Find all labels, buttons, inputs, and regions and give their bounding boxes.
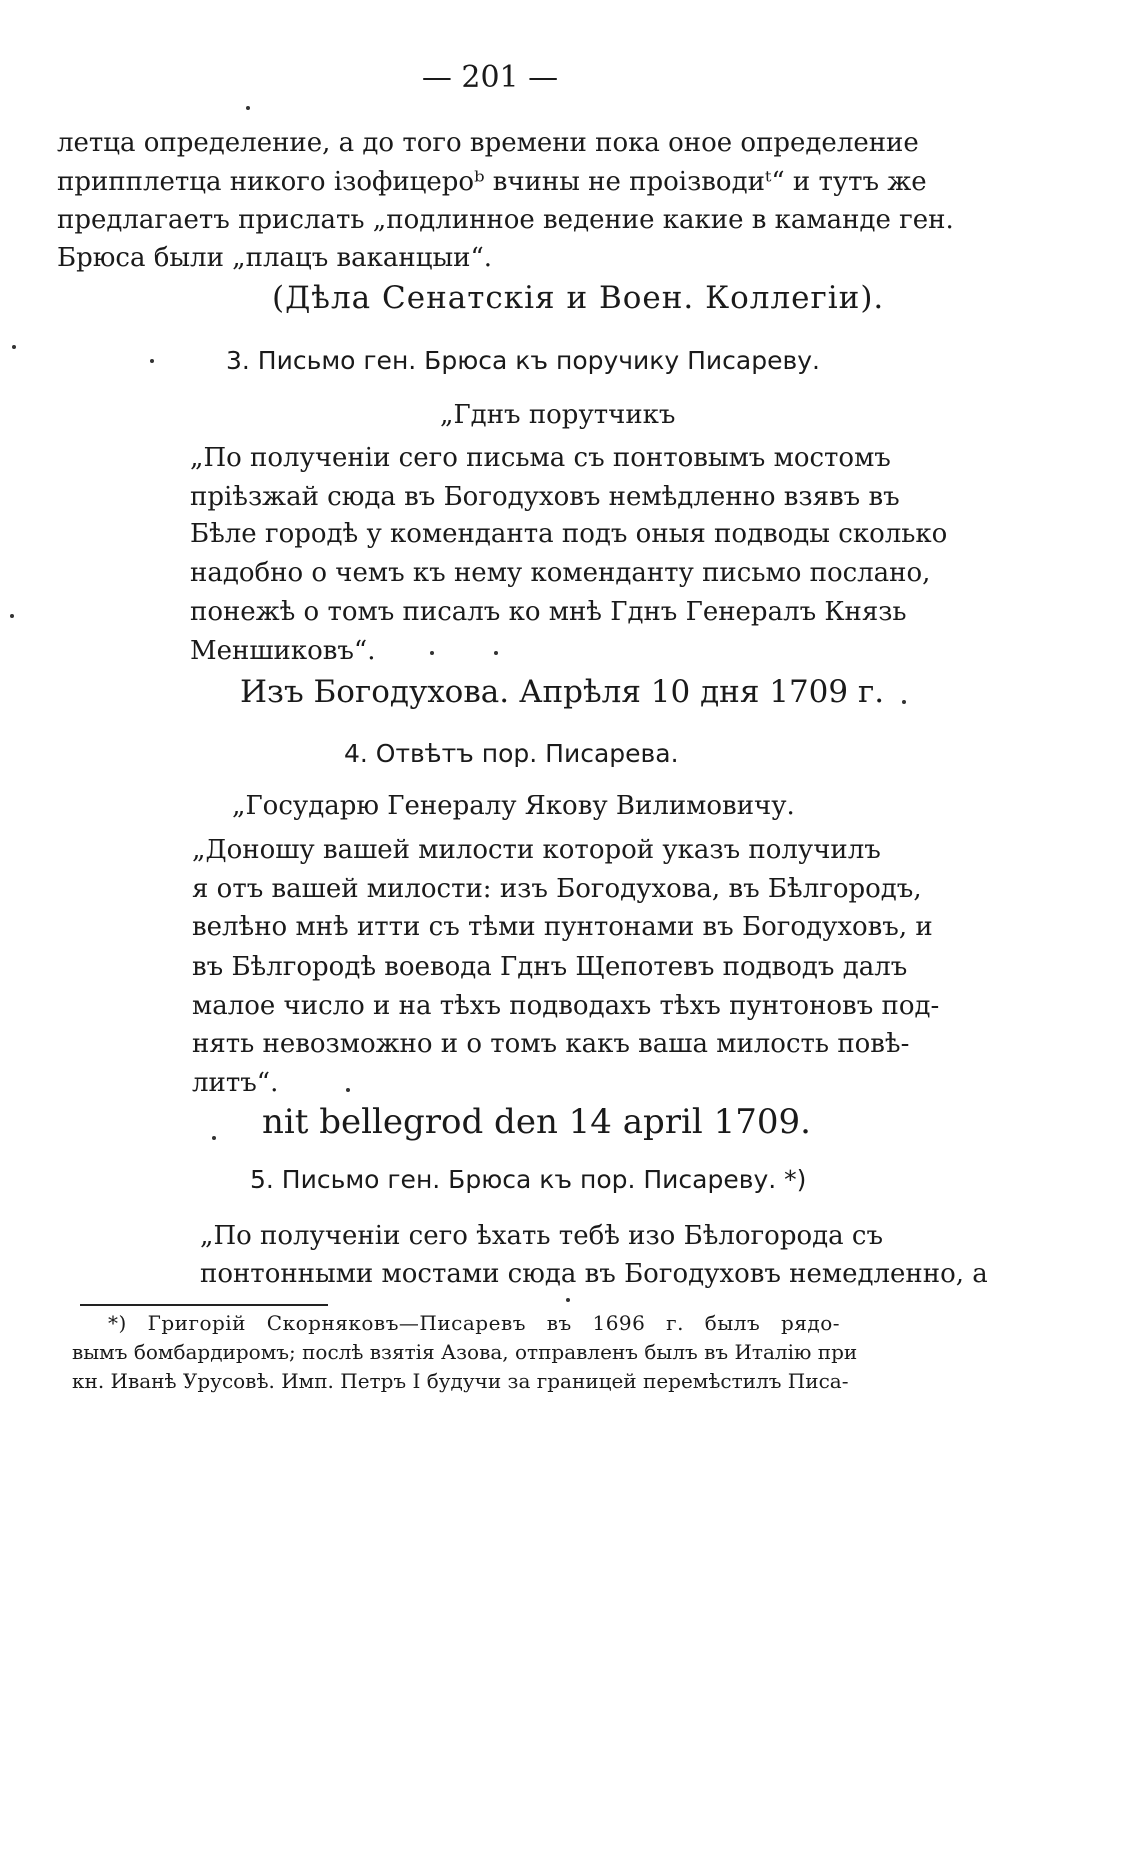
section-heading: 4. Отвѣтъ пор. Писарева. <box>344 739 679 768</box>
scan-speck <box>10 614 14 618</box>
scan-speck <box>246 106 250 110</box>
scan-speck <box>566 1298 570 1302</box>
dateline: nit bellegrod den 14 april 1709. <box>262 1102 811 1142</box>
scan-speck <box>494 651 498 655</box>
text-line: предлагаетъ прислать „подлинное ведение какие в каманде ген. <box>57 205 954 235</box>
scan-speck <box>212 1136 216 1140</box>
page-number: — 201 — <box>421 60 559 95</box>
salutation: „Гднъ порутчикъ <box>440 400 676 430</box>
source-note: (Дѣла Сенатскія и Воен. Коллегіи). <box>272 280 885 316</box>
scan-speck <box>12 345 16 349</box>
text-line: Брюса были „плацъ ваканцыи“. <box>57 243 493 273</box>
text-line: литъ“. <box>192 1068 279 1098</box>
text-line: пріѣзжай сюда въ Богодуховъ немѣдленно взявъ въ <box>190 482 900 512</box>
text-line: малое число и на тѣхъ подводахъ тѣхъ пунтоновъ под- <box>192 991 940 1021</box>
scan-speck <box>150 359 154 363</box>
text-line: велѣно мнѣ итти съ тѣми пунтонами въ Богодуховъ, и <box>192 912 933 942</box>
footnote-rule <box>80 1304 328 1306</box>
dateline: Изъ Богодухова. Апрѣля 10 дня 1709 г. <box>240 674 885 710</box>
section-heading: 3. Письмо ген. Брюса къ поручику Писареву. <box>226 346 820 375</box>
text-line: летца определение, а до того времени пока оное определение <box>57 128 919 158</box>
footnote-line: *) Григорій Скорняковъ—Писаревъ въ 1696 г. былъ рядо- <box>108 1311 840 1335</box>
footnote-line: вымъ бомбардиромъ; послѣ взятія Азова, отправленъ былъ въ Италію при <box>72 1340 858 1364</box>
text-line: „По полученіи сего письма съ понтовымъ мостомъ <box>190 443 891 473</box>
text-line: надобно о чемъ къ нему коменданту письмо послано, <box>190 558 931 588</box>
text-line: я отъ вашей милости: изъ Богодухова, въ Бѣлгородъ, <box>192 874 922 904</box>
text-line: въ Бѣлгородѣ воевода Гднъ Щепотевъ подводъ далъ <box>192 952 908 982</box>
text-line: понтонными мостами сюда въ Богодуховъ немедленно, а <box>200 1259 988 1289</box>
scan-speck <box>346 1088 350 1092</box>
text-line: Бѣле городѣ у коменданта подъ оныя подводы сколько <box>190 519 948 549</box>
salutation: „Государю Генералу Якову Вилимовичу. <box>232 791 795 821</box>
text-line: „По полученіи сего ѣхать тебѣ изо Бѣлогорода съ <box>200 1221 884 1251</box>
text-line: понежѣ о томъ писалъ ко мнѣ Гднъ Генералъ Князь <box>190 597 907 627</box>
text-line: нять невозможно и о томъ какъ ваша милость повѣ- <box>192 1029 910 1059</box>
text-line: „Доношу вашей милости которой указъ получилъ <box>192 835 881 865</box>
text-line: припплетца никого ізофицероᵇ вчины не проізводиᵗ“ и тутъ же <box>57 167 927 197</box>
scan-speck <box>902 700 906 704</box>
text-line: Меншиковъ“. <box>190 636 376 666</box>
section-heading: 5. Письмо ген. Брюса къ пор. Писареву. *) <box>250 1165 807 1194</box>
scan-speck <box>430 651 434 655</box>
footnote-line: кн. Иванѣ Урусовѣ. Имп. Петръ I будучи за границей перемѣстилъ Писа- <box>72 1369 849 1393</box>
